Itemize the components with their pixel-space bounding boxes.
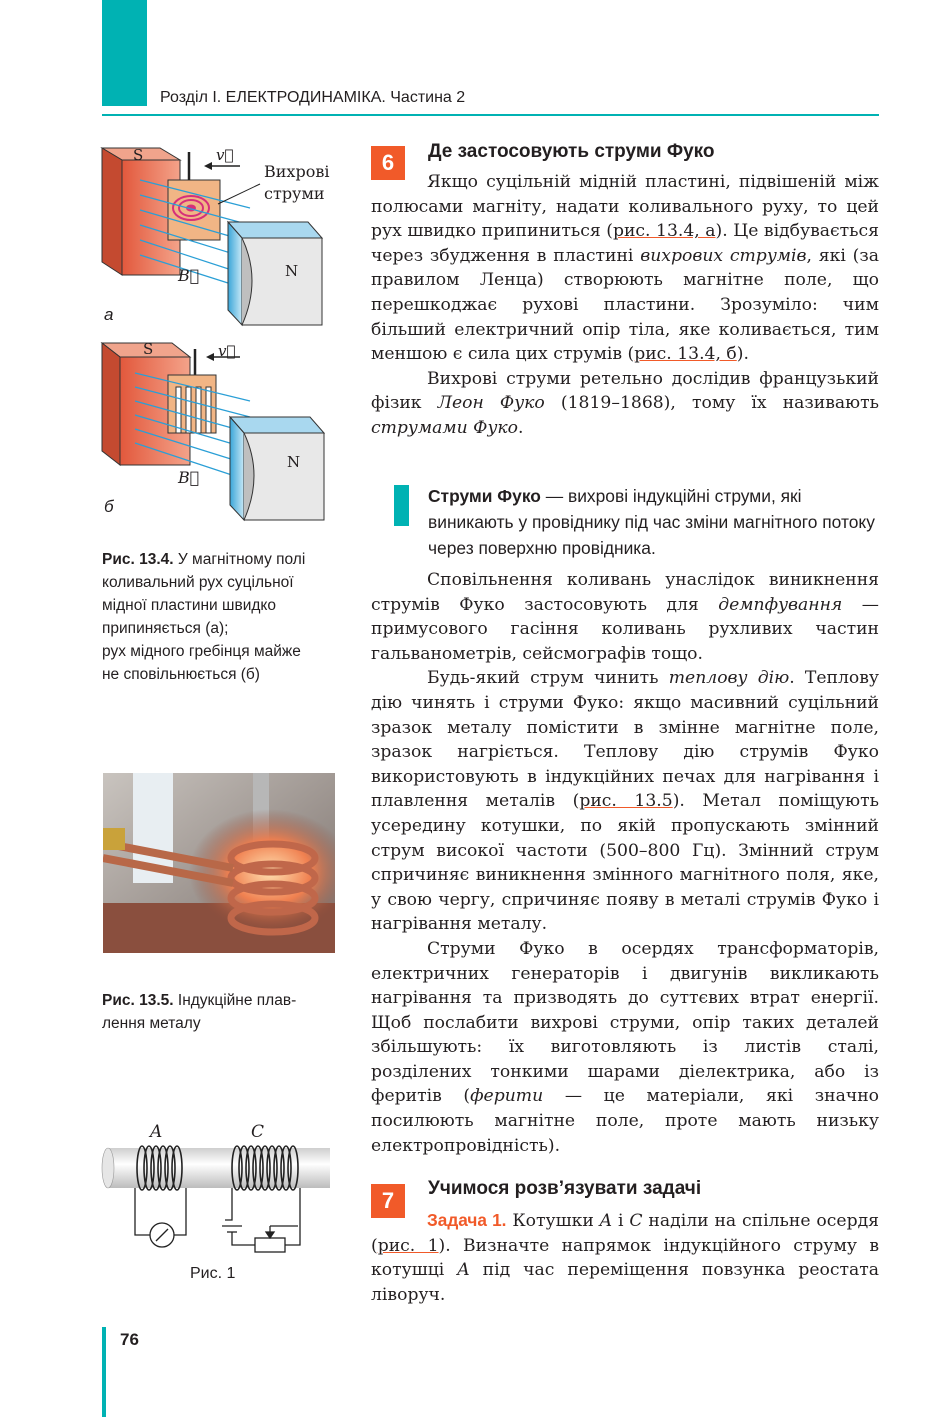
ref-fig-1[interactable]: рис. 1: [377, 1235, 439, 1256]
section-6-number: 6: [371, 146, 405, 180]
page-number: 76: [120, 1330, 139, 1349]
definition-marker: [394, 485, 409, 526]
caption-figure-13-4: [102, 548, 342, 686]
pole-n-label-b: N: [287, 453, 301, 471]
header-rule: [102, 114, 879, 116]
figure-1-coils-diagram: [100, 1140, 335, 1255]
caption-13-4-line3: мідної пластини швидко: [102, 597, 276, 614]
induction-melting-photo: [103, 773, 335, 953]
figure-letter-b: б: [104, 497, 114, 516]
figure-letter-a: а: [104, 305, 114, 324]
caption-13-4-label: Рис. 13.4.: [102, 551, 174, 568]
caption-figure-1: Рис. 1: [190, 1265, 236, 1282]
paragraph-5: Струми Фуко в осердях трансформаторів, електричних генераторів і двигунів викликають нагрівання та призводять до суттєвих втрат енергії. Щоб послабити вихрові струми, опір таких деталей збільшують: їх виготовляють із листів сталі, розділених тонкими шарами діелектрика, або із феритів (ферити — це матеріали, які значно посилюють магнітне поле, проте мають низьку електропровідність).: [371, 938, 879, 1156]
section-6-body-part2: [371, 568, 879, 1158]
velocity-label-b: v⃗: [218, 342, 236, 360]
pole-s-label-a: S: [133, 146, 144, 164]
field-label-a: B⃗: [178, 266, 200, 285]
section-6-body-part1: [371, 170, 879, 441]
coil-a-label: A: [150, 1122, 163, 1142]
figure-13-4-b: [100, 335, 340, 525]
pole-s-label-b: S: [143, 340, 154, 358]
ref-fig-13-5[interactable]: рис. 13.5: [579, 791, 673, 812]
eddy-label-line1: Вихрові: [264, 162, 330, 181]
caption-13-4-line6: не сповільнюється (б): [102, 666, 260, 683]
caption-13-4-line4: припиняється (а);: [102, 620, 229, 637]
definition-term: Струми Фуко: [428, 486, 541, 506]
definition-foucault-currents: [428, 483, 888, 561]
caption-13-5-line1: Індукційне плав-: [173, 992, 297, 1009]
footer-accent-bar: [102, 1327, 106, 1417]
paragraph-3: Сповільнення коливань унаслідок виникнення струмів Фуко застосовують для демпфування — примусового гасіння коливань рухливих частин гальванометрів, сейсмографів тощо.: [371, 570, 879, 664]
task-1: Задача 1. Котушки A і C наділи на спільне осердя (рис. 1). Визначте напрямок індукційного струму в котушці A під час переміщення повзунка реостата ліворуч.: [371, 1210, 879, 1305]
ref-fig-13-4-b[interactable]: рис. 13.4, б: [634, 344, 737, 365]
caption-figure-13-5: [102, 989, 342, 1035]
header-accent-block: [102, 0, 147, 106]
running-header: Розділ І. ЕЛЕКТРОДИНАМІКА. Частина 2: [160, 89, 466, 106]
eddy-label-line2: струми: [264, 184, 325, 203]
caption-13-4-line1: У магнітному полі: [173, 551, 306, 568]
task-1-label: Задача 1.: [427, 1210, 507, 1230]
coil-c-label: C: [251, 1122, 265, 1142]
definition-body: — вихрові індукційні струми, які виникають у провіднику під час зміни магнітного потоку через поверхню провідника.: [428, 486, 875, 558]
paragraph-1: Якщо суцільній мідній пластині, підвішеній між полюсами магніту, надати коливального руху, то цей рух швидко припиниться (рис. 13.4, а). Це відбувається через збудження в пластині вихрових струмів, які (за правилом Ленца) створюють магнітне поле, що перешкоджає рухові пластини. Зрозуміло: чим більший електричний опір тіла, яке коливається, тим меншою є сила цих струмів (рис. 13.4, б).: [371, 172, 879, 365]
caption-13-4-line5: рух мідного гребінця майже: [102, 643, 301, 660]
paragraph-4: Будь-який струм чинить теплову дію. Теплову дію чинять і струми Фуко: якщо масивний суцільний зразок металу помістити в змінне магнітне поле, зразок нагріється. Теплову дію струмів Фуко використовують в індукційних печах для нагрівання і плавлення металів (рис. 13.5). Метал поміщують усередину котушки, по якій пропускають змінний струм високої частоти (500–800 Гц). Змінний струм спричиняє виникнення змінного магнітного поля, яке, у свою чергу, спричиняє появу в металі струмів Фуко і нагрівання металу.: [371, 668, 879, 935]
section-7-title: Учимося розв’язувати задачі: [428, 1178, 702, 1199]
section-7-number: 7: [371, 1184, 405, 1218]
ref-fig-13-4-a[interactable]: рис. 13.4, а: [612, 221, 716, 242]
caption-13-4-line2: коливальний рух суцільної: [102, 574, 294, 591]
velocity-label-a: v⃗: [216, 146, 234, 164]
paragraph-2: Вихрові струми ретельно дослідив французький фізик Леон Фуко (1819–1868), тому їх називають струмами Фуко.: [371, 368, 879, 438]
section-6-title: Де застосовують струми Фуко: [428, 141, 715, 162]
caption-13-5-line2: лення металу: [102, 1015, 201, 1032]
field-label-b: B⃗: [178, 468, 200, 487]
pole-n-label-a: N: [285, 262, 299, 280]
caption-13-5-label: Рис. 13.5.: [102, 992, 174, 1009]
